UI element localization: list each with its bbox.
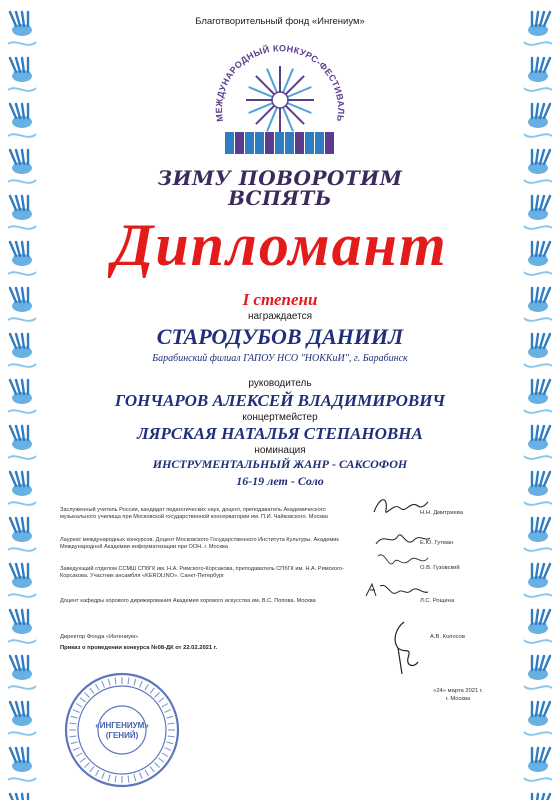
jury-desc-4: Доцент кафедры хорового дирижирования Академия хорового искусства им. В.С. Попова. Москва: [60, 598, 316, 604]
issue-date: [418, 687, 498, 703]
festival-emblem: [205, 28, 355, 160]
participant-name: СТАРОДУБОВ ДАНИИЛ: [156, 324, 404, 349]
stamp-center-line-1: «ИНГЕНИУМ»: [95, 721, 149, 730]
signature-3: [372, 548, 432, 574]
subtitle-line-1: ЗИМУ ПОВОРОТИМ: [157, 166, 403, 190]
stamp-center-line-2: (ГЕНИЙ): [105, 731, 139, 740]
official-stamp: [62, 670, 182, 790]
jury-name-1: Н.Н. Дмитриева: [420, 510, 463, 516]
jury-name-3: О.В. Гузовский: [420, 565, 460, 571]
jury-desc-1: Заслуженный учитель России, кандидат педагогических наук, доцент, преподаватель Академического музыкального училища при Московской государственной консерватории им. П.И. Чайковского. Москва: [60, 507, 328, 520]
festival-subtitle: [0, 168, 560, 208]
city-line: г. Москва: [445, 696, 471, 702]
subtitle-line-2: ВСПЯТЬ: [228, 186, 332, 210]
jury-desc-3: Заведующий отделом ССМШ СПбГК им. Н.А. Римского-Корсакова, преподаватель СПбГК им. Н.А. Римского-Корсакова. Участник ансамбля «KEROLINO». Санкт-Петербург: [60, 566, 344, 579]
order-text: Приказ о проведении конкурса №08-ДК от 22.02.2021 г.: [60, 645, 218, 651]
teacher-label: руководитель: [248, 378, 312, 389]
emblem-arc-text: МЕЖДУНАРОДНЫЙ КОНКУРС-ФЕСТИВАЛЬ: [213, 43, 347, 123]
director-name: А.В. Колосов: [430, 634, 465, 640]
foundation-name: Благотворительный фонд «Ингениум»: [195, 16, 365, 27]
jury-name-2: Е.Ю. Гутман: [420, 540, 454, 546]
director-label: Директор Фонда «Ингениум»: [60, 634, 139, 640]
jury-desc-2: Лауреат международных конкурсов. Доцент Московского Государственного Института Культуры. Академик Международной Академии информатизации при ООН. г. Москва: [60, 537, 339, 550]
signature-1: [370, 492, 430, 522]
date-line: «24» марта 2021 г.: [433, 688, 483, 694]
teacher-name: ГОНЧАРОВ АЛЕКСЕЙ ВЛАДИМИРОВИЧ: [114, 391, 446, 410]
diploma-title: Дипломант: [112, 212, 448, 278]
school-name: Барабинский филиал ГАПОУ НСО "НОККиИ", г. Барабинск: [152, 353, 408, 364]
age-group: 16-19 лет - Соло: [236, 474, 324, 488]
awarded-label: награждается: [247, 311, 313, 322]
accompanist-name: ЛЯРСКАЯ НАТАЛЬЯ СТЕПАНОВНА: [137, 424, 423, 443]
signature-4: [362, 578, 432, 604]
accompanist-label: концертмейстер: [242, 412, 318, 423]
degree: I степени: [242, 290, 318, 309]
jury-name-4: Л.С. Рощина: [420, 598, 455, 604]
nomination-label: номинация: [254, 445, 306, 456]
nomination-name: ИНСТРУМЕНТАЛЬНЫЙ ЖАНР - САКСОФОН: [152, 457, 408, 471]
signature-director: [384, 618, 424, 676]
